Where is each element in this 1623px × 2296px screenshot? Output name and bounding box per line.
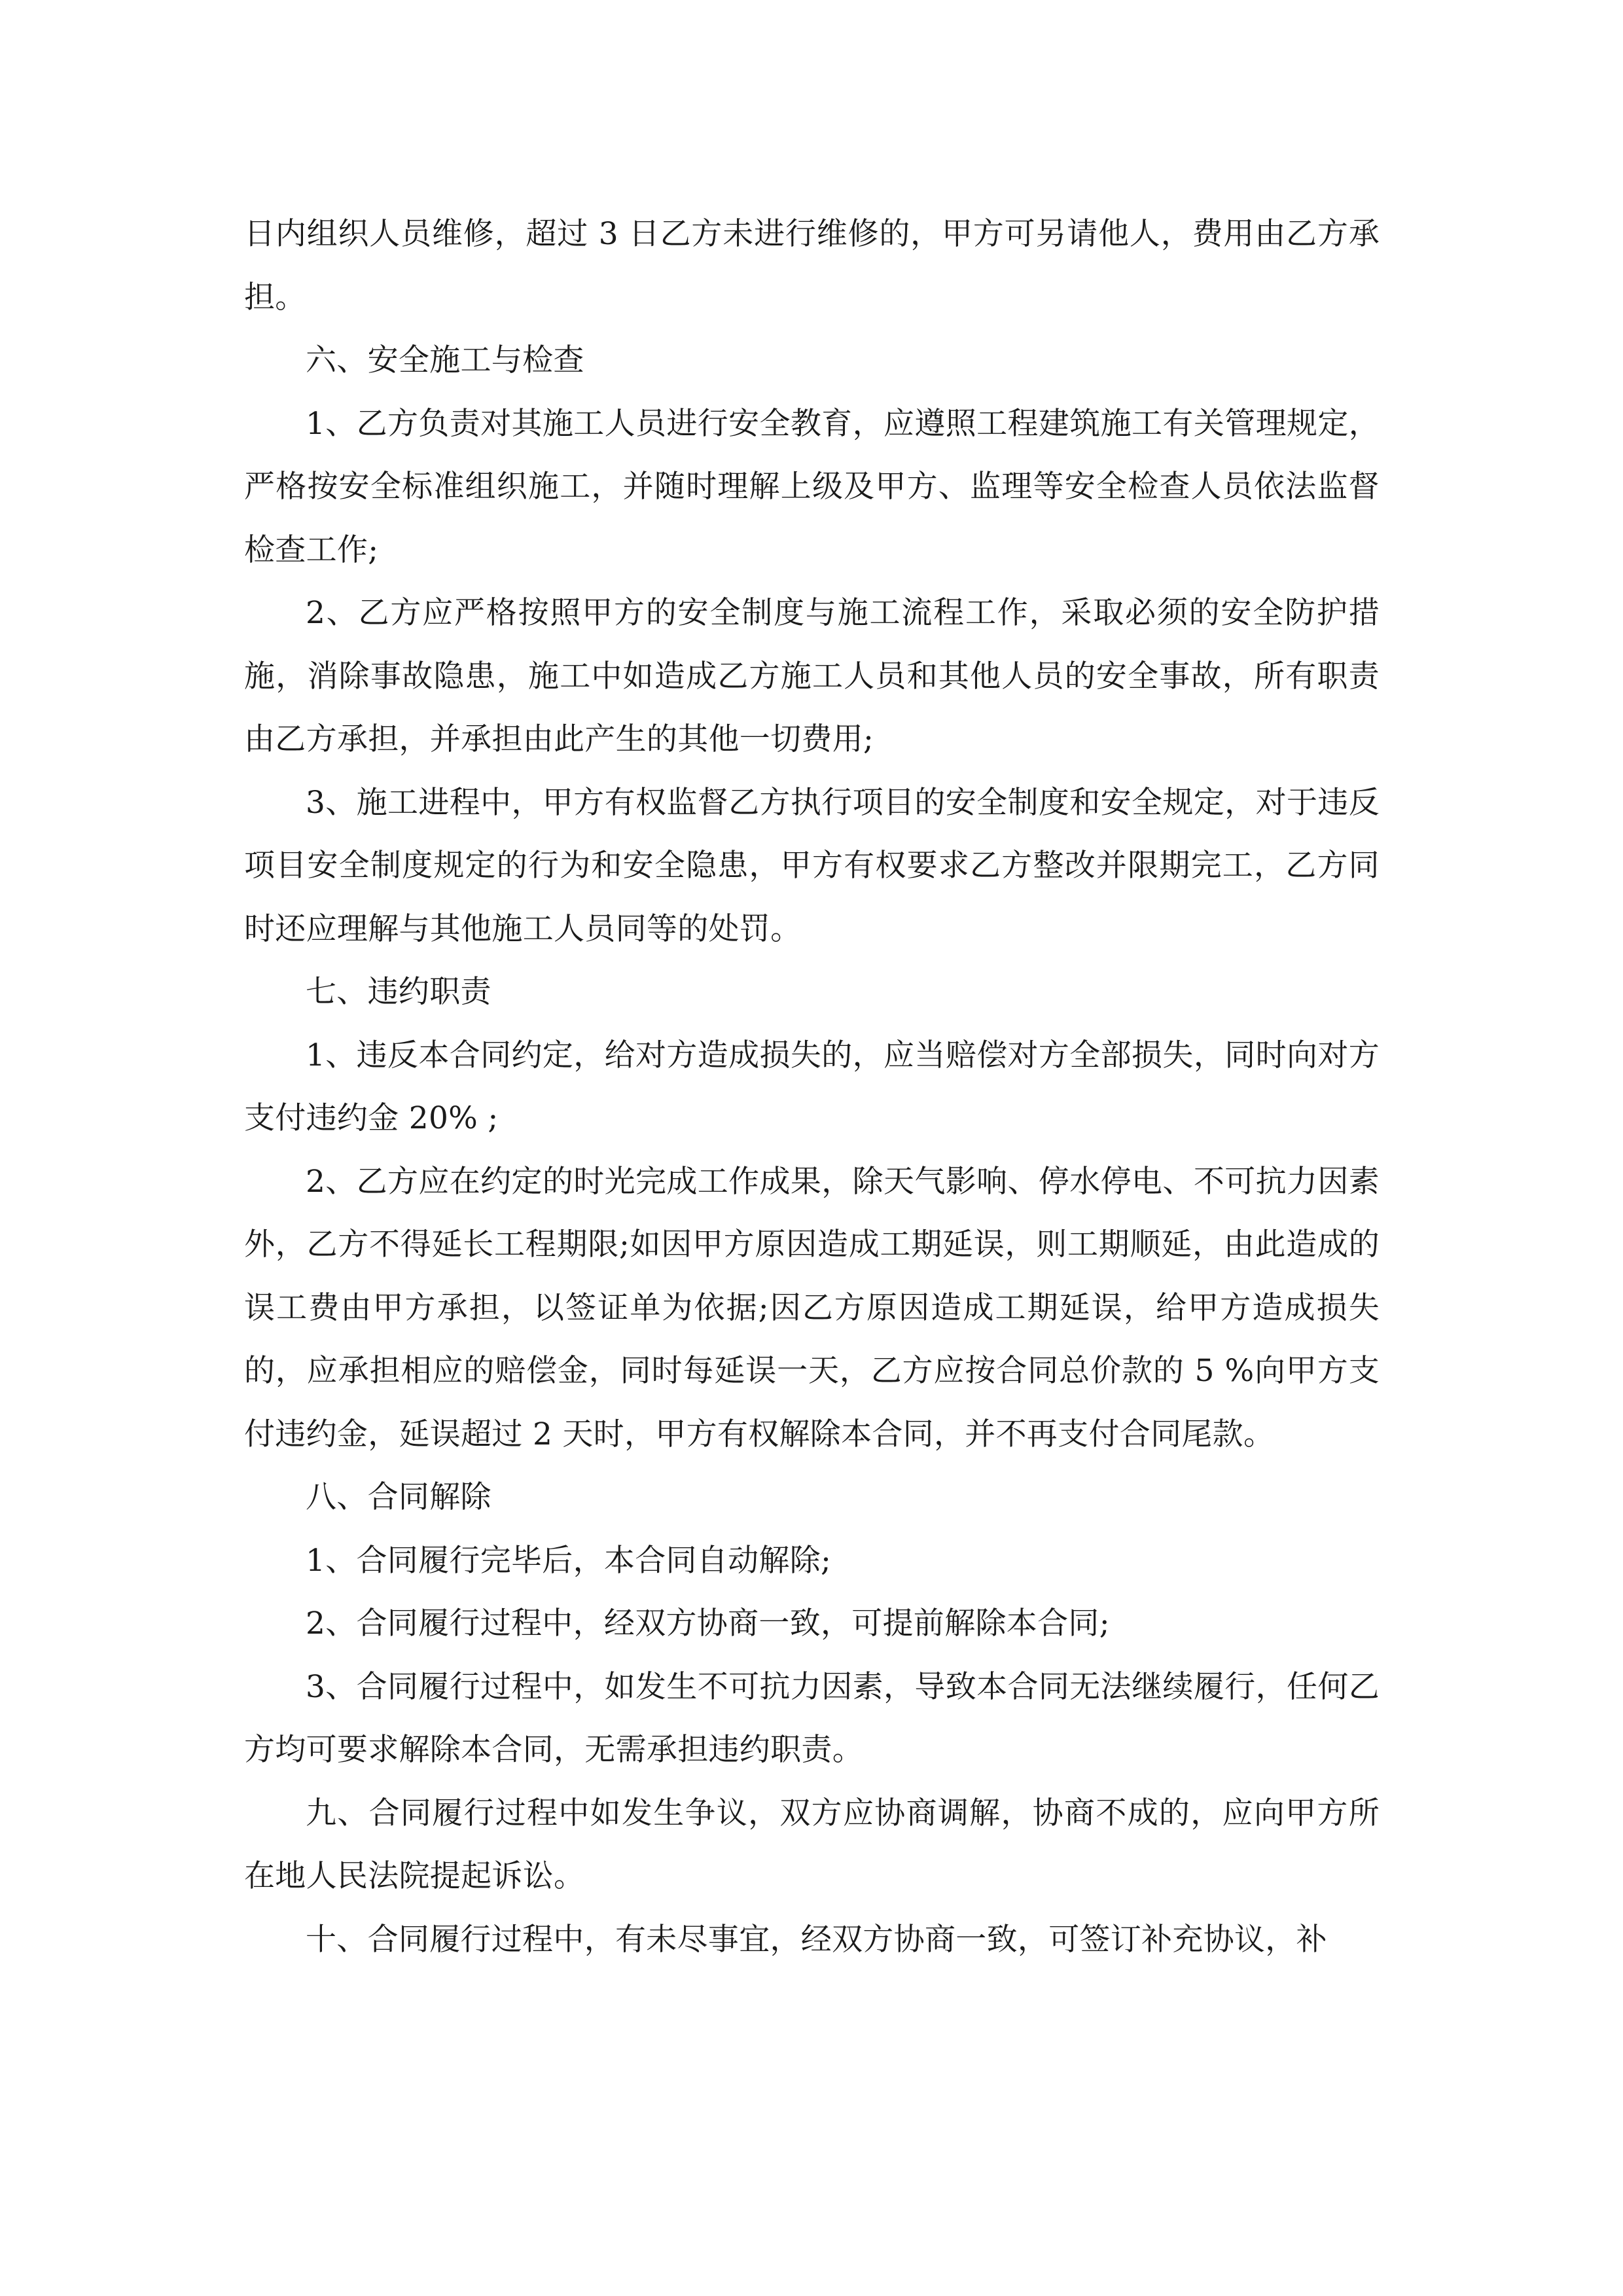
safety-clause-1: 1、乙方负责对其施工人员进行安全教育，应遵照工程建筑施工有关管理规定，严格按安全标准组织施工，并随时理解上级及甲方、监理等安全检查人员依法监督检查工作; [244,405,1380,568]
section-dispute: 九、合同履行过程中如发生争议，双方应协商调解，协商不成的，应向甲方所在地人民法院提起诉讼。 [244,1795,1380,1894]
safety-clause-2: 2、乙方应严格按照甲方的安全制度与施工流程工作，采取必须的安全防护措施，消除事故隐患，施工中如造成乙方施工人员和其他人员的安全事故，所有职责由乙方承担，并承担由此产生的其他一切费用; [244,595,1380,757]
breach-clause-2: 2、乙方应在约定的时光完成工作成果，除天气影响、停水停电、不可抗力因素外，乙方不得延长工程期限;如因甲方原因造成工期延误，则工期顺延，由此造成的误工费由甲方承担，以签证单为依据;因乙方原因造成工期延误，给甲方造成损失的，应承担相应的赔偿金，同时每延误一天，乙方应按合同总价款的 5 %向甲方支付违约金，延误超过 2 天时，甲方有权解除本合同，并不再支付合同尾款。 [244,1163,1380,1452]
section-heading-termination: 八、合同解除 [306,1479,491,1515]
termination-clause-3: 3、合同履行过程中，如发生不可抗力因素，导致本合同无法继续履行，任何乙方均可要求解除本合同，无需承担违约职责。 [244,1668,1380,1768]
termination-clause-2: 2、合同履行过程中，经双方协商一致，可提前解除本合同; [306,1605,1110,1641]
paragraph-continuation: 日内组织人员维修，超过 3 日乙方未进行维修的，甲方可另请他人，费用由乙方承担。 [244,216,1380,315]
breach-clause-1: 1、违反本合同约定，给对方造成损失的，应当赔偿对方全部损失，同时向对方支付违约金 20% ; [244,1037,1380,1136]
section-supplement: 十、合同履行过程中，有未尽事宜，经双方协商一致，可签订补充协议，补 [306,1921,1327,1958]
termination-clause-1: 1、合同履行完毕后，本合同自动解除; [306,1542,832,1579]
section-heading-safety: 六、安全施工与检查 [306,342,584,378]
contract-text [244,203,1380,1971]
section-heading-breach: 七、违约职责 [306,974,491,1010]
safety-clause-3: 3、施工进程中，甲方有权监督乙方执行项目的安全制度和安全规定，对于违反项目安全制度规定的行为和安全隐患，甲方有权要求乙方整改并限期完工，乙方同时还应理解与其他施工人员同等的处罚。 [244,784,1380,947]
